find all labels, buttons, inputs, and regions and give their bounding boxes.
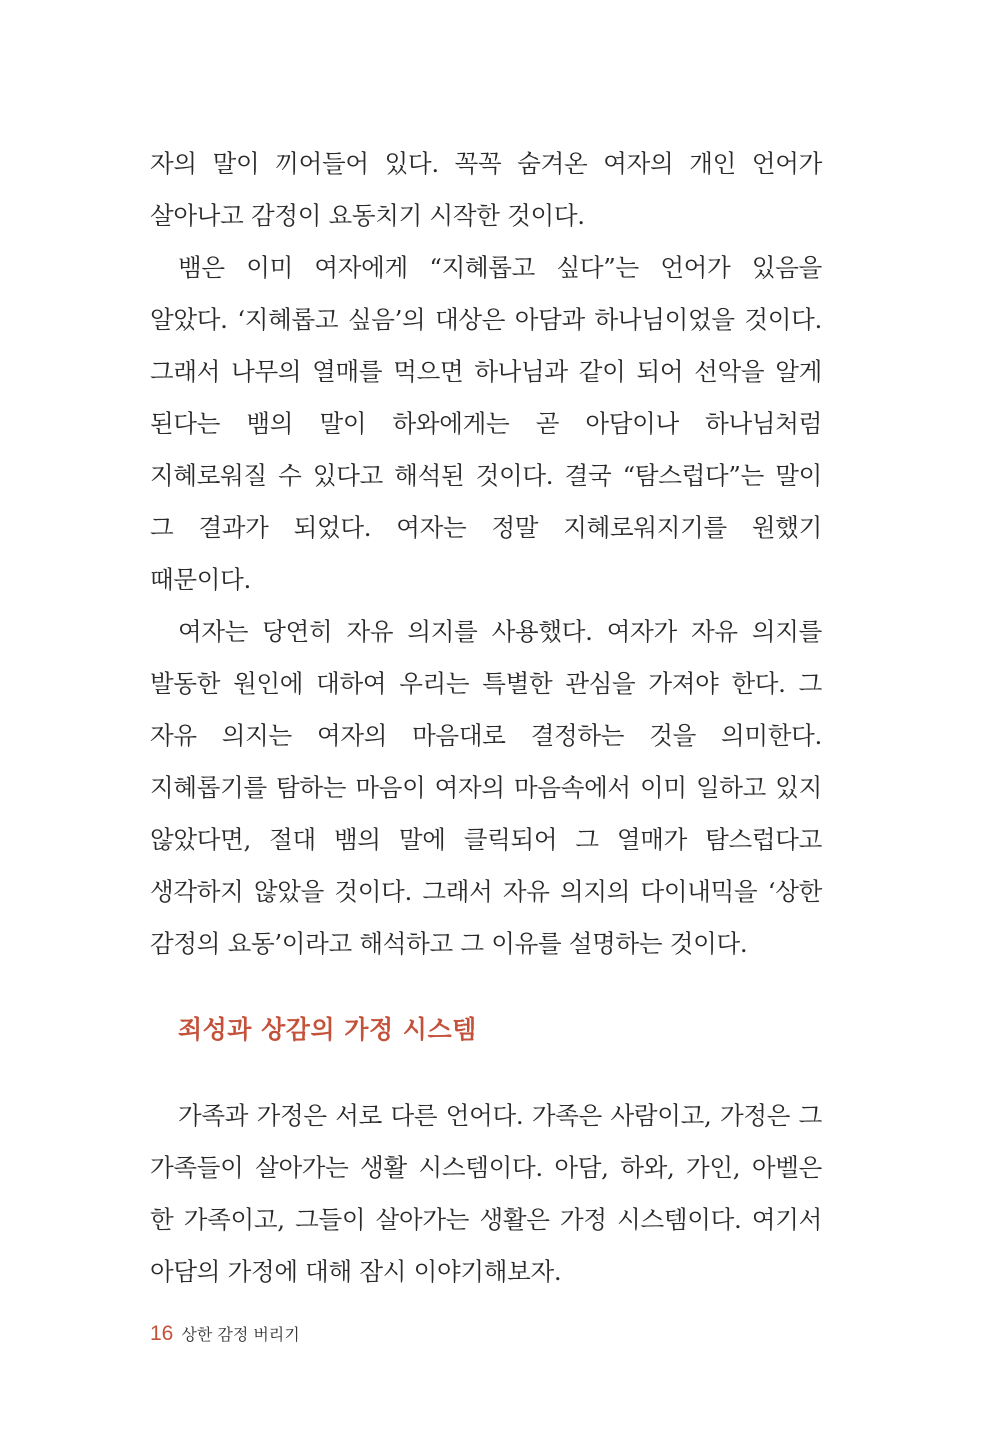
section-heading: 죄성과 상감의 가정 시스템 — [178, 1015, 477, 1044]
paragraph: 뱀은 이미 여자에게 “지혜롭고 싶다”는 언어가 있음을 알았다. ‘지혜롭고 싶음’의 대상은 아담과 하나님이었을 것이다. 그래서 나무의 열매를 먹으면 하나님과 같이 되어 선악을 알게 된다는 뱀의 말이 하와에게는 곧 아담이나 하나님처럼 지혜로워질 수 있다고 해석된 것이다. 결국 “탐스럽다”는 말이 그 결과가 되었다. 여자는 정말 지혜로워지기를 원했기 때문이다. — [150, 253, 822, 594]
running-title: 상한 감정 버리기 — [181, 1325, 300, 1344]
body-text-lower — [150, 1090, 822, 1298]
paragraph: 가족과 가정은 서로 다른 언어다. 가족은 사람이고, 가정은 그 가족들이 살아가는 생활 시스템이다. 아담, 하와, 가인, 아벨은 한 가족이고, 그들이 살아가는 생활은 가정 시스템이다. 여기서 아담의 가정에 대해 잠시 이야기해보자. — [150, 1101, 822, 1286]
page-footer — [150, 1322, 300, 1346]
page-number: 16 — [150, 1322, 174, 1345]
body-text-upper — [150, 138, 822, 970]
paragraph: 여자는 당연히 자유 의지를 사용했다. 여자가 자유 의지를 발동한 원인에 대하여 우리는 특별한 관심을 가져야 한다. 그 자유 의지는 여자의 마음대로 결정하는 것을 의미한다. 지혜롭기를 탐하는 마음이 여자의 마음속에서 이미 일하고 있지 않았다면, 절대 뱀의 말에 클릭되어 그 열매가 탐스럽다고 생각하지 않았을 것이다. 그래서 자유 의지의 다이내믹을 ‘상한 감정의 요동’이라고 해석하고 그 이유를 설명하는 것이다. — [150, 617, 822, 958]
paragraph: 자의 말이 끼어들어 있다. 꼭꼭 숨겨온 여자의 개인 언어가 살아나고 감정이 요동치기 시작한 것이다. — [150, 149, 822, 230]
